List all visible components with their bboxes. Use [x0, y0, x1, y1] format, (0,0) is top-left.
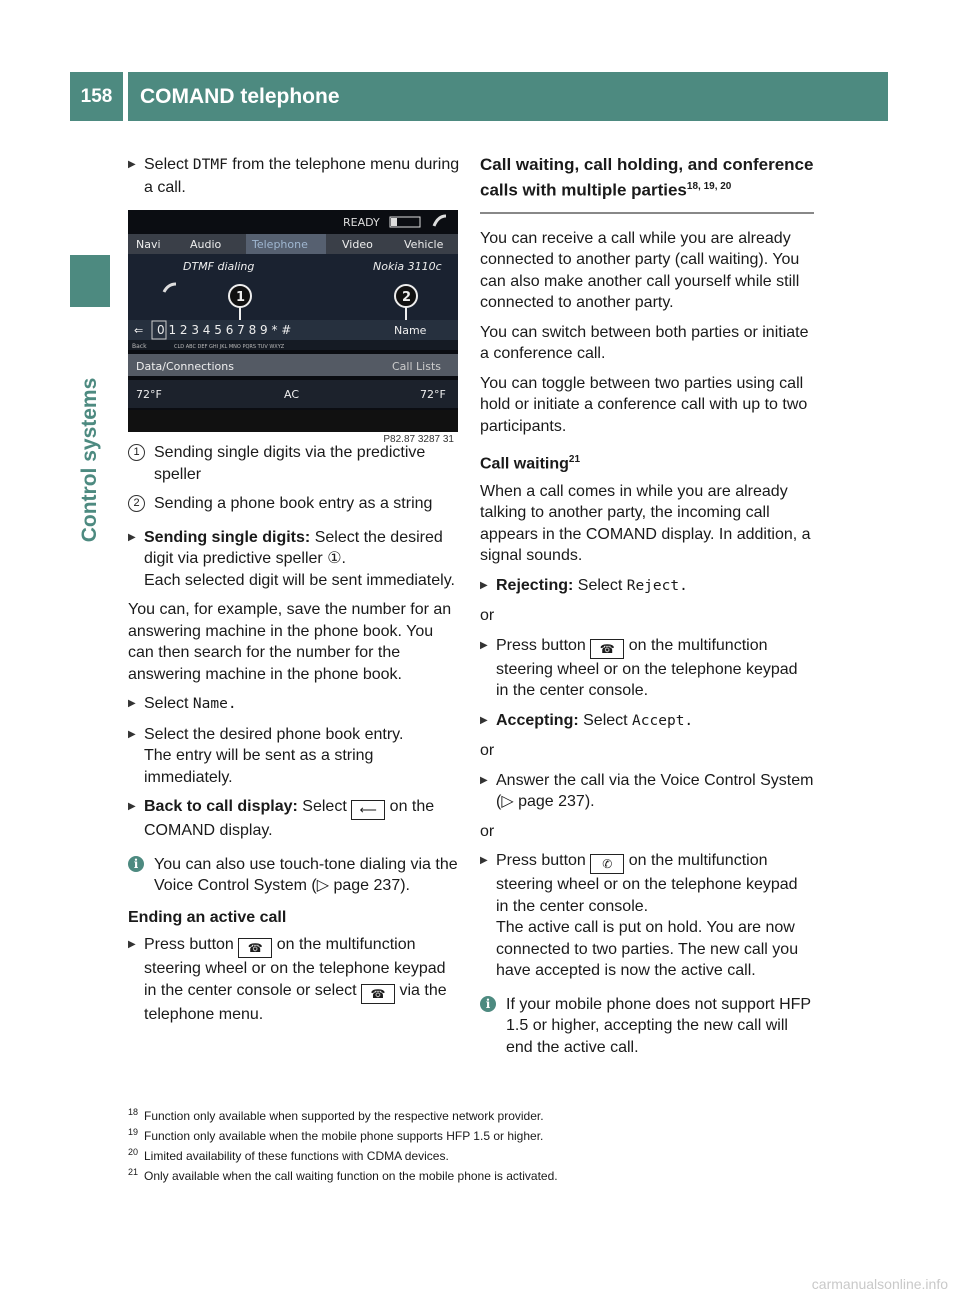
paragraph: You can toggle between two parties using call hold or initiate a conference call with up to two participants.	[480, 374, 808, 435]
pick-up-icon: ✆	[590, 854, 624, 874]
or-label: or	[480, 742, 495, 760]
hang-up-icon: ☎	[361, 984, 395, 1004]
paragraph: You can, for example, save the number for an answering machine in the phone book. You can then search for the number for the answering machine in the phone book.	[128, 601, 452, 683]
callout-2: 2	[402, 290, 412, 305]
paragraph: You can switch between both parties or initiate a conference call.	[480, 323, 809, 363]
legend-item: 2 Sending a phone book entry as a string	[128, 493, 462, 515]
step-end-call: ▶ Press button ☎ on the multifunction steering wheel or on the telephone keypad in the center console or select ☎ via the telephone menu.	[128, 934, 462, 1025]
footnote: 19 Function only available when the mobile phone supports HFP 1.5 or higher.	[128, 1127, 544, 1143]
climate-ac: AC	[284, 388, 300, 401]
climate-left-temp: 72°F	[136, 388, 162, 401]
step-reject: ▶ Rejecting: Select Reject.	[480, 575, 814, 598]
step-back-to-call: ▶ Back to call display: Select ⟵ on the COMAND display.	[128, 796, 462, 842]
or-label: or	[480, 822, 495, 840]
info-icon: i	[128, 856, 144, 872]
page-number: 158	[70, 72, 123, 121]
tab-navi: Navi	[136, 238, 161, 251]
dtmf-digit-row: 0 1 2 3 4 5 6 7 8 9 * #	[157, 323, 292, 337]
climate-right-temp: 72°F	[420, 388, 446, 401]
call-waiting-heading: Call waiting$^{21}$	[480, 454, 581, 473]
menu-call-lists: Call Lists	[392, 360, 441, 373]
hang-up-icon: ☎	[590, 639, 624, 659]
phone-model: Nokia 3110c	[373, 260, 442, 273]
step-select-name: ▶ Select Name.	[128, 693, 462, 716]
tab-telephone: Telephone	[252, 238, 308, 251]
paragraph: You can receive a call while you are already connected to another party (call waiting). You can also make another call yourself while still connected to another party.	[480, 229, 800, 312]
watermark: carmanualsonline.info	[811, 1276, 948, 1292]
dtmf-dialing-label: DTMF dialing	[183, 260, 255, 273]
letter-row: CLD ABC DEF GHI JKL MNO PQRS TUV WXYZ	[174, 344, 285, 350]
name-button: Name	[394, 324, 427, 337]
info-note: i If your mobile phone does not support HFP 1.5 or higher, accepting the new call will end the active call.	[480, 994, 814, 1059]
comand-display-screenshot	[128, 210, 458, 445]
svg-text:⇐: ⇐	[134, 324, 144, 337]
section-heading: Call waiting, call holding, and conference calls with multiple parties$^{18, 19, 20}$	[480, 155, 814, 200]
info-note: i You can also use touch-tone dialing via the Voice Control System (▷ page 237).	[128, 854, 462, 897]
back-button: Back	[132, 343, 147, 350]
step-press-pickup: ▶ Press button ✆ on the multifunction steering wheel or on the telephone keypad in the center console. The active call is put on hold. You are now connected to two parties. The new call you have accepted is now the active call.	[480, 850, 814, 982]
footnote: 20 Limited availability of these functions with CDMA devices.	[128, 1147, 449, 1163]
right-column	[480, 154, 814, 1068]
tab-audio: Audio	[190, 238, 222, 251]
step-press-hangup: ▶ Press button ☎ on the multifunction steering wheel or on the telephone keypad in the center console.	[480, 635, 814, 702]
step-voice-control: ▶ Answer the call via the Voice Control System (▷ page 237).	[480, 770, 814, 813]
ending-call-heading: Ending an active call	[128, 908, 287, 926]
heading-rule	[480, 212, 814, 214]
step-select-dtmf: ▶ Select DTMF from the telephone menu during a call.	[128, 154, 462, 198]
tab-vehicle: Vehicle	[404, 238, 444, 251]
footnote: 21 Only available when the call waiting function on the mobile phone is activated.	[128, 1167, 558, 1183]
footnotes	[128, 1106, 828, 1186]
comand-display-svg	[128, 210, 458, 410]
footnote: 18 Function only available when supported by the respective network provider.	[128, 1107, 544, 1123]
side-tab-marker	[70, 255, 110, 307]
menu-data-connections: Data/Connections	[136, 360, 234, 373]
image-reference: P82.87 3287 31	[383, 433, 454, 445]
tab-video: Video	[342, 238, 373, 251]
callout-1: 1	[236, 290, 246, 305]
step-send-digits: ▶ Sending single digits: Select the desired digit via predictive speller ①. Each selected digit will be sent immediately.	[128, 527, 462, 592]
or-label: or	[480, 607, 495, 625]
back-arrow-icon: ⟵	[351, 800, 385, 820]
legend-item: 1 Sending single digits via the predictive speller	[128, 442, 462, 485]
left-column	[128, 154, 462, 1033]
side-section-label: Control systems	[78, 377, 101, 543]
chapter-title: COMAND telephone	[128, 72, 888, 121]
hang-up-icon: ☎	[238, 938, 272, 958]
info-icon: i	[480, 996, 496, 1012]
step-accept: ▶ Accepting: Select Accept.	[480, 710, 814, 733]
status-ready: READY	[343, 216, 380, 229]
paragraph: When a call comes in while you are already talking to another party, the incoming call appears in the COMAND display. In addition, a signal sounds.	[480, 482, 811, 565]
step-select-entry: ▶ Select the desired phone book entry. The entry will be sent as a string immediately.	[128, 724, 462, 789]
